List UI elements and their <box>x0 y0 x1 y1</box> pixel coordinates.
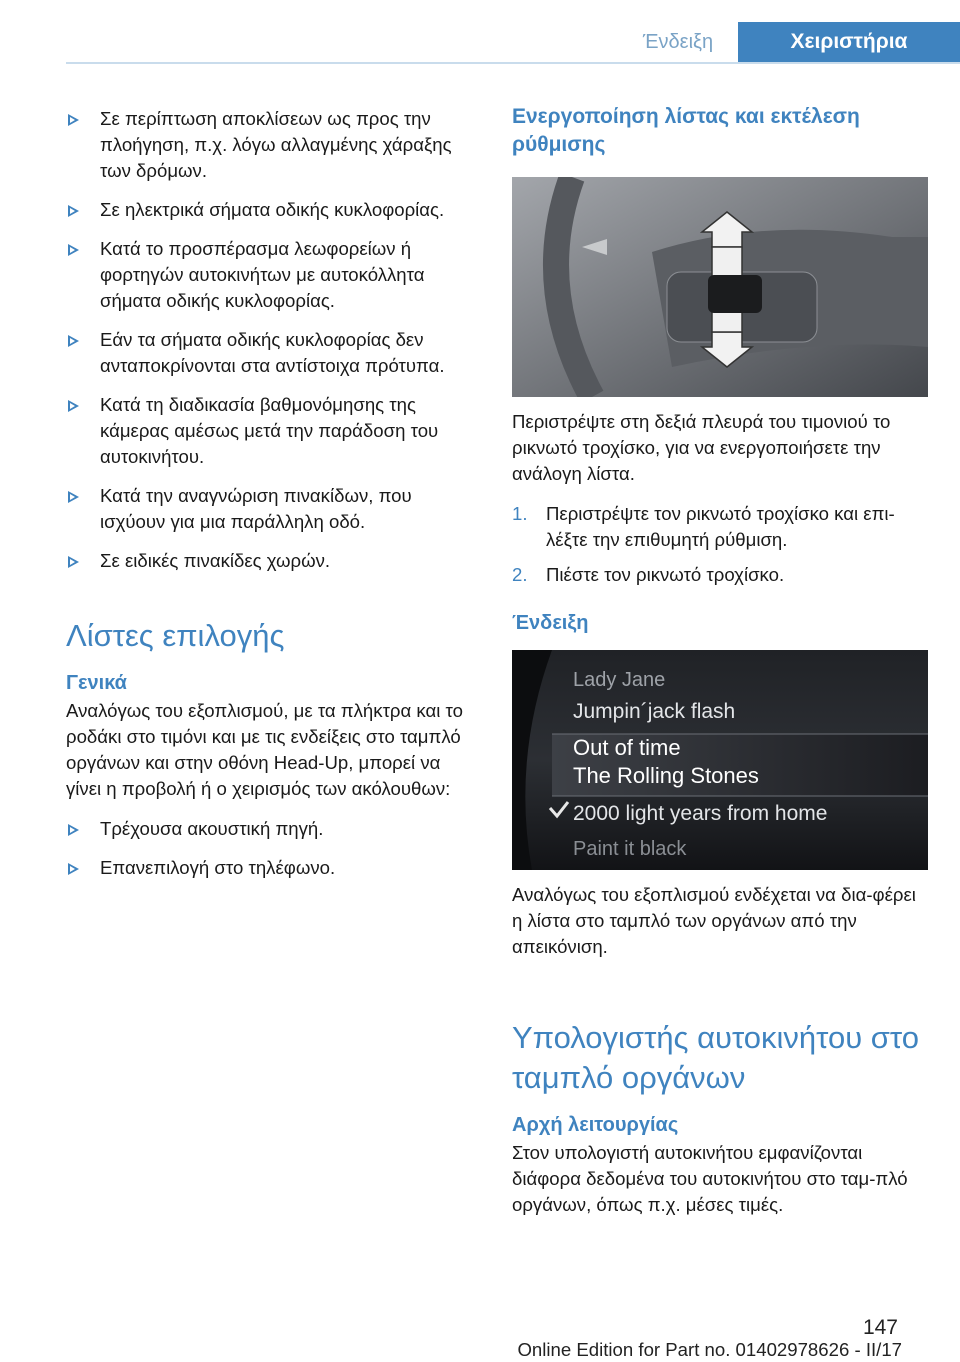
display-item-3: Out of time <box>573 735 681 760</box>
general-paragraph: Αναλόγως του εξοπλισμού, με τα πλήκτρα και το ροδάκι στο τιμόνι και με τις ενδείξεις στο ταμπλό οργάνων και στην οθόνη Head-Up, μπορεί να γίνει η προβολή ή ο χειρισμός των ακόλουθων: <box>66 700 463 799</box>
list-item: Κατά την αναγνώριση πινακίδων, που ισχύουν για μια παράλληλη οδό. <box>66 483 478 535</box>
triangle-bullet-icon <box>68 824 79 836</box>
display-item-1: Lady Jane <box>573 669 666 691</box>
left-column <box>66 98 478 894</box>
list-item: Εάν τα σήματα οδικής κυκλοφορίας δεν ανταποκρίνονται στα αντίστοιχα πρότυπα. <box>66 327 478 379</box>
header-tab-controls[interactable]: Χειριστήρια <box>738 22 960 62</box>
step-item: 2. Πιέστε τον ρικνωτό τροχίσκο. <box>512 562 928 588</box>
bullet-list-items <box>66 816 478 881</box>
list-item: Κατά τη διαδικασία βαθμονόμησης της κάμερας αμέσως μετά την παράδοση του αυτοκινήτου. <box>66 392 478 470</box>
instrument-list-image <box>512 650 928 870</box>
subheading-indicator: Ένδειξη <box>512 612 589 634</box>
edition-footer: Online Edition for Part no. 01402978626 - II/17 <box>517 1339 902 1360</box>
step-item: 1. Περιστρέψτε τον ρικνωτό τροχίσκο και επι‐λέξτε την επιθυμητή ρύθμιση. <box>512 503 895 550</box>
heading-activate-list: Ενεργοποίηση λίστας και εκτέλεση ρύθμισης <box>512 105 860 156</box>
right-column <box>512 98 928 1218</box>
triangle-bullet-icon <box>68 400 79 412</box>
triangle-bullet-icon <box>68 491 79 503</box>
triangle-bullet-icon <box>68 114 79 126</box>
display-item-5: 2000 light years from home <box>573 802 828 825</box>
heading-vehicle-computer: Υπολογιστής αυτοκινήτου στο ταμπλό οργάνων <box>512 1020 919 1095</box>
step-number: 1. <box>512 503 528 524</box>
subheading-general: Γενικά <box>66 672 127 694</box>
wheel-caption: Περιστρέψτε στη δεξιά πλευρά του τιμονιού το ρικνωτό τροχίσκο, για να ενεργοποιήσετε την ανάλογη λίστα. <box>512 411 891 484</box>
triangle-bullet-icon <box>68 244 79 256</box>
principle-paragraph: Στον υπολογιστή αυτοκινήτου εμφανίζονται διάφορα δεδομένα του αυτοκινήτου στο ταμ‐πλό οργάνων, όπως π.χ. μέσες τιμές. <box>512 1142 908 1215</box>
list-item: Επανεπιλογή στο τηλέφωνο. <box>66 855 478 881</box>
header-rule <box>66 62 960 64</box>
page-number: 147 <box>862 1316 898 1339</box>
display-item-4: The Rolling Stones <box>573 763 759 788</box>
bullet-list-conditions <box>66 106 478 574</box>
list-item: Σε περίπτωση αποκλίσεων ως προς την πλοήγηση, π.χ. λόγω αλλαγμένης χάραξης των δρόμων. <box>66 106 478 184</box>
list-item: Τρέχουσα ακουστική πηγή. <box>66 816 478 842</box>
heading-selection-lists: Λίστες επιλογής <box>66 618 285 653</box>
triangle-bullet-icon <box>68 205 79 217</box>
list-item: Σε ειδικές πινακίδες χωρών. <box>66 548 478 574</box>
steps-list <box>512 501 928 588</box>
list-item: Σε ηλεκτρικά σήματα οδικής κυκλοφορίας. <box>66 197 478 223</box>
header-tab-indicator[interactable]: Ένδειξη <box>642 31 714 53</box>
display-item-2: Jumpin´jack flash <box>573 700 736 723</box>
display-paragraph: Αναλόγως του εξοπλισμού ενδέχεται να δια‐φέρει η λίστα στο ταμπλό των οργάνων από την απεικόνιση. <box>512 884 916 957</box>
instrument-cluster-list <box>512 650 928 870</box>
triangle-bullet-icon <box>68 863 79 875</box>
subheading-principle: Αρχή λειτουργίας <box>512 1114 679 1136</box>
triangle-bullet-icon <box>68 556 79 568</box>
list-item: Κατά το προσπέρασμα λεωφορείων ή φορτηγών αυτοκινήτων με αυτοκόλλητα σήματα οδικής κυκλοφορίας. <box>66 236 478 314</box>
triangle-bullet-icon <box>68 335 79 347</box>
steering-wheel-image <box>512 177 928 397</box>
display-item-6: Paint it black <box>573 838 687 860</box>
step-number: 2. <box>512 564 528 585</box>
steering-wheel-illustration <box>512 177 928 397</box>
